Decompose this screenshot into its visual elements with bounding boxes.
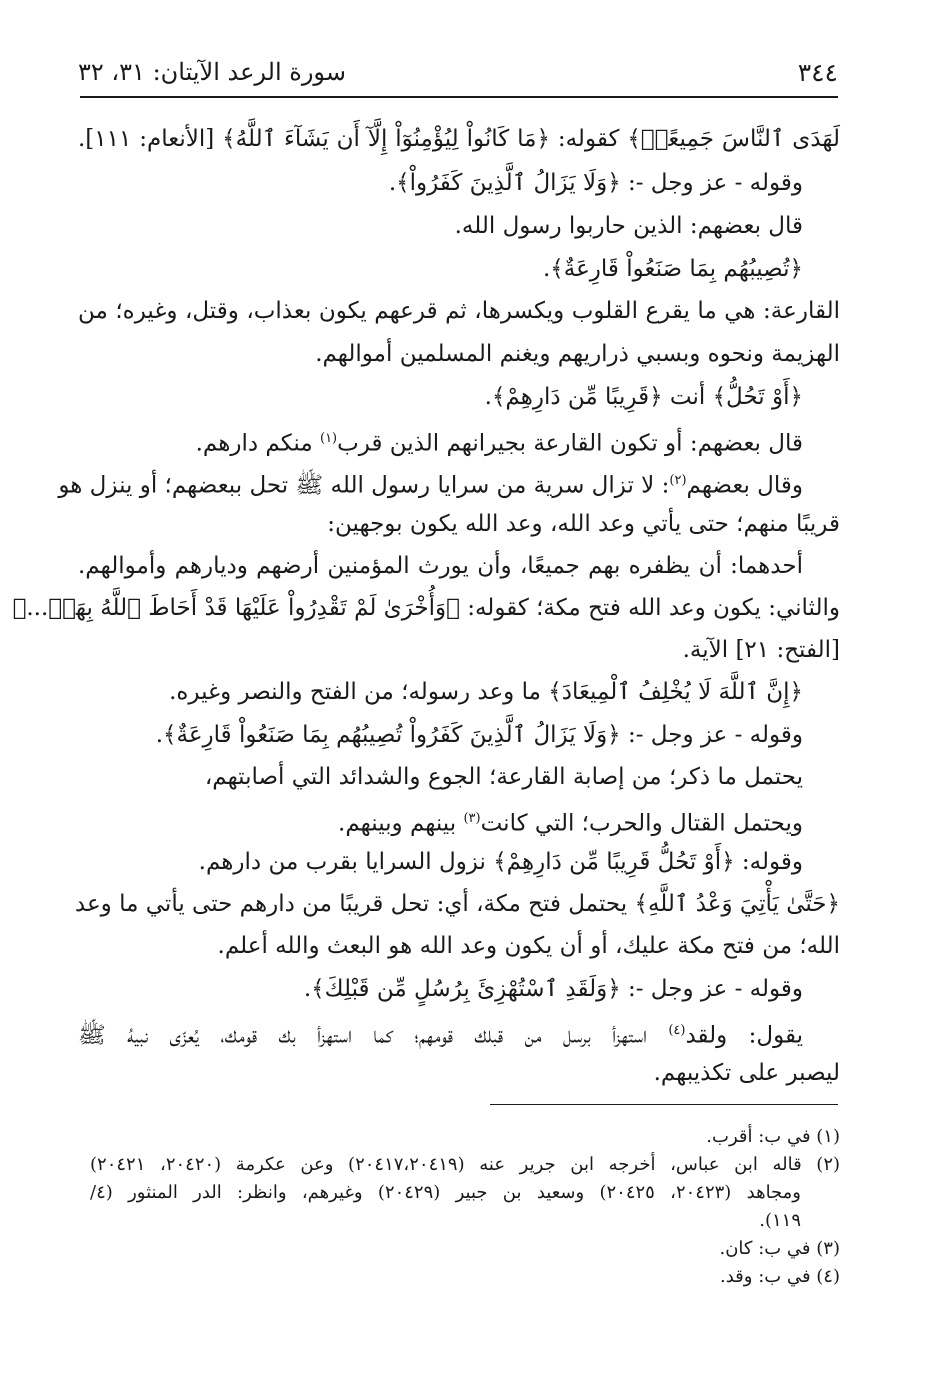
footnote: (٢) قاله ابن عباس، أخرجه ابن جرير عنه (٢٠٤١٧،٢٠٤١٩) وعن عكرمة (٢٠٤٢٠، ٢٠٤٢١) <box>90 1154 841 1175</box>
footnote-marker: (٤) <box>668 1023 686 1038</box>
text-line: القارعة: هي ما يقرع القلوب ويكسرها، ثم قرعهم يكون بعذاب، وقتل، وغيره؛ من <box>78 298 840 324</box>
text-line: أحدهما: أن يظفره بهم جميعًا، وأن يورث المؤمنين أرضهم وديارهم وأموالهم. <box>78 553 803 579</box>
footnote-marker: (٢) <box>669 473 687 488</box>
text-line: يحتمل ما ذكر؛ من إصابة القارعة؛ الجوع والشدائد التي أصابتهم، <box>204 764 803 790</box>
text-line: وقوله: ﴿أَوْ تَحُلُّ قَرِيبًا مِّن دَارِهِمْ﴾ نزول السرايا بقرب من دارهم. <box>198 849 803 875</box>
text-run: بينهم وبينهم. <box>338 810 464 837</box>
text-run: قال بعضهم: أو تكون القارعة بجيرانهم الذين قرب <box>337 430 803 457</box>
text-line: وقوله - عز وجل -: ﴿وَلَقَدِ ٱسْتُهْزِئَ بِرُسُلٍ مِّن قَبْلِكَ﴾. <box>303 976 803 1002</box>
running-title: سورة الرعد الآيتان: ٣١، ٣٢ <box>78 58 346 86</box>
text-line <box>196 424 803 459</box>
running-header <box>78 52 838 96</box>
footnote: (٤) في ب: وقد. <box>720 1266 840 1287</box>
text-run: استهزأ برسل من قبلك قومهم؛ كما استهزأ بك قومك، يُعزّى نبيهُ ﷺ <box>78 1022 669 1049</box>
footnote-marker: (٣) <box>463 811 481 826</box>
text-line: قال بعضهم: الذين حاربوا رسول الله. <box>454 213 803 239</box>
text-line: الله؛ من فتح مكة عليك، أو أن يكون وعد الله هو البعث والله أعلم. <box>217 933 840 959</box>
footnote: (٣) في ب: كان. <box>719 1238 840 1259</box>
text-line: ﴿تُصِيبُهُم بِمَا صَنَعُواْ قَارِعَةٌ﴾. <box>542 256 803 282</box>
footnote: ومجاهد (٢٠٤٢٣، ٢٠٤٢٥) وسعيد بن جبير (٢٠٤٢٩) وغيرهم، وانظر: الدر المنثور (٤/ <box>90 1182 802 1203</box>
footnote-marker: (١) <box>319 431 338 446</box>
text-run: وقال بعضهم <box>686 472 803 499</box>
text-run: ويحتمل القتال والحرب؛ التي كانت <box>480 810 803 837</box>
page-number: ٣٤٤ <box>797 58 838 87</box>
text-line: ﴿أَوْ تَحُلُّ﴾ أنت ﴿قَرِيبًا مِّن دَارِهِمْ﴾. <box>484 384 803 410</box>
text-line <box>338 804 803 839</box>
text-run: منكم دارهم. <box>195 430 320 457</box>
text-line: [الفتح: ٢١] الآية. <box>682 637 840 663</box>
text-line: وقوله - عز وجل -: ﴿وَلَا يَزَالُ ٱلَّذِينَ كَفَرُواْ تُصِيبُهُم بِمَا صَنَعُواْ قَارِعَةٌ﴾. <box>155 722 803 748</box>
text-line <box>58 466 803 501</box>
text-line: قريبًا منهم؛ حتى يأتي وعد الله، وعد الله يكون بوجهين: <box>327 511 840 537</box>
text-line: وقوله - عز وجل -: ﴿وَلَا يَزَالُ ٱلَّذِينَ كَفَرُواْ﴾. <box>388 170 803 196</box>
text-line: ليصبر على تكذيبهم. <box>653 1060 840 1086</box>
header-rule <box>80 96 838 98</box>
text-line: ﴿إِنَّ ٱللَّهَ لَا يُخْلِفُ ٱلْمِيعَادَ﴾ ما وعد رسوله؛ من الفتح والنصر وغيره. <box>169 679 803 705</box>
text-line: الهزيمة ونحوه وبسبي ذراريهم ويغنم المسلمين أموالهم. <box>315 341 840 367</box>
footnote: ١١٩). <box>759 1210 801 1231</box>
footnote-separator <box>490 1104 838 1105</box>
text-line: ﴿حَتَّىٰ يَأْتِيَ وَعْدُ ٱللَّهِ﴾ يحتمل فتح مكة، أي: تحل قريبًا من دارهم حتى يأتي ما وعد <box>74 891 840 917</box>
text-run: : لا تزال سرية من سرايا رسول الله ﷺ تحل ببعضهم؛ أو ينزل هو <box>58 472 670 499</box>
text-line: والثاني: يكون وعد الله فتح مكة؛ كقوله: ﴿وَأُخْرَىٰ لَمْ تَقْدِرُواْ عَلَيْهَا قَدْ أَحَاطَ ٱللَّهُ بِهَاۚ...﴾ <box>12 595 840 621</box>
text-run: يقول: ولقد <box>685 1022 803 1049</box>
footnote: (١) في ب: أقرب. <box>706 1126 840 1147</box>
text-line <box>78 1016 803 1051</box>
text-line: لَهَدَى ٱلنَّاسَ جَمِيعًاۗ﴾ كقوله: ﴿مَا كَانُواْ لِيُؤْمِنُوٓاْ إِلَّآ أَن يَشَآءَ ٱللَّهُ﴾ [الأنعام: ١١١]. <box>78 126 840 152</box>
